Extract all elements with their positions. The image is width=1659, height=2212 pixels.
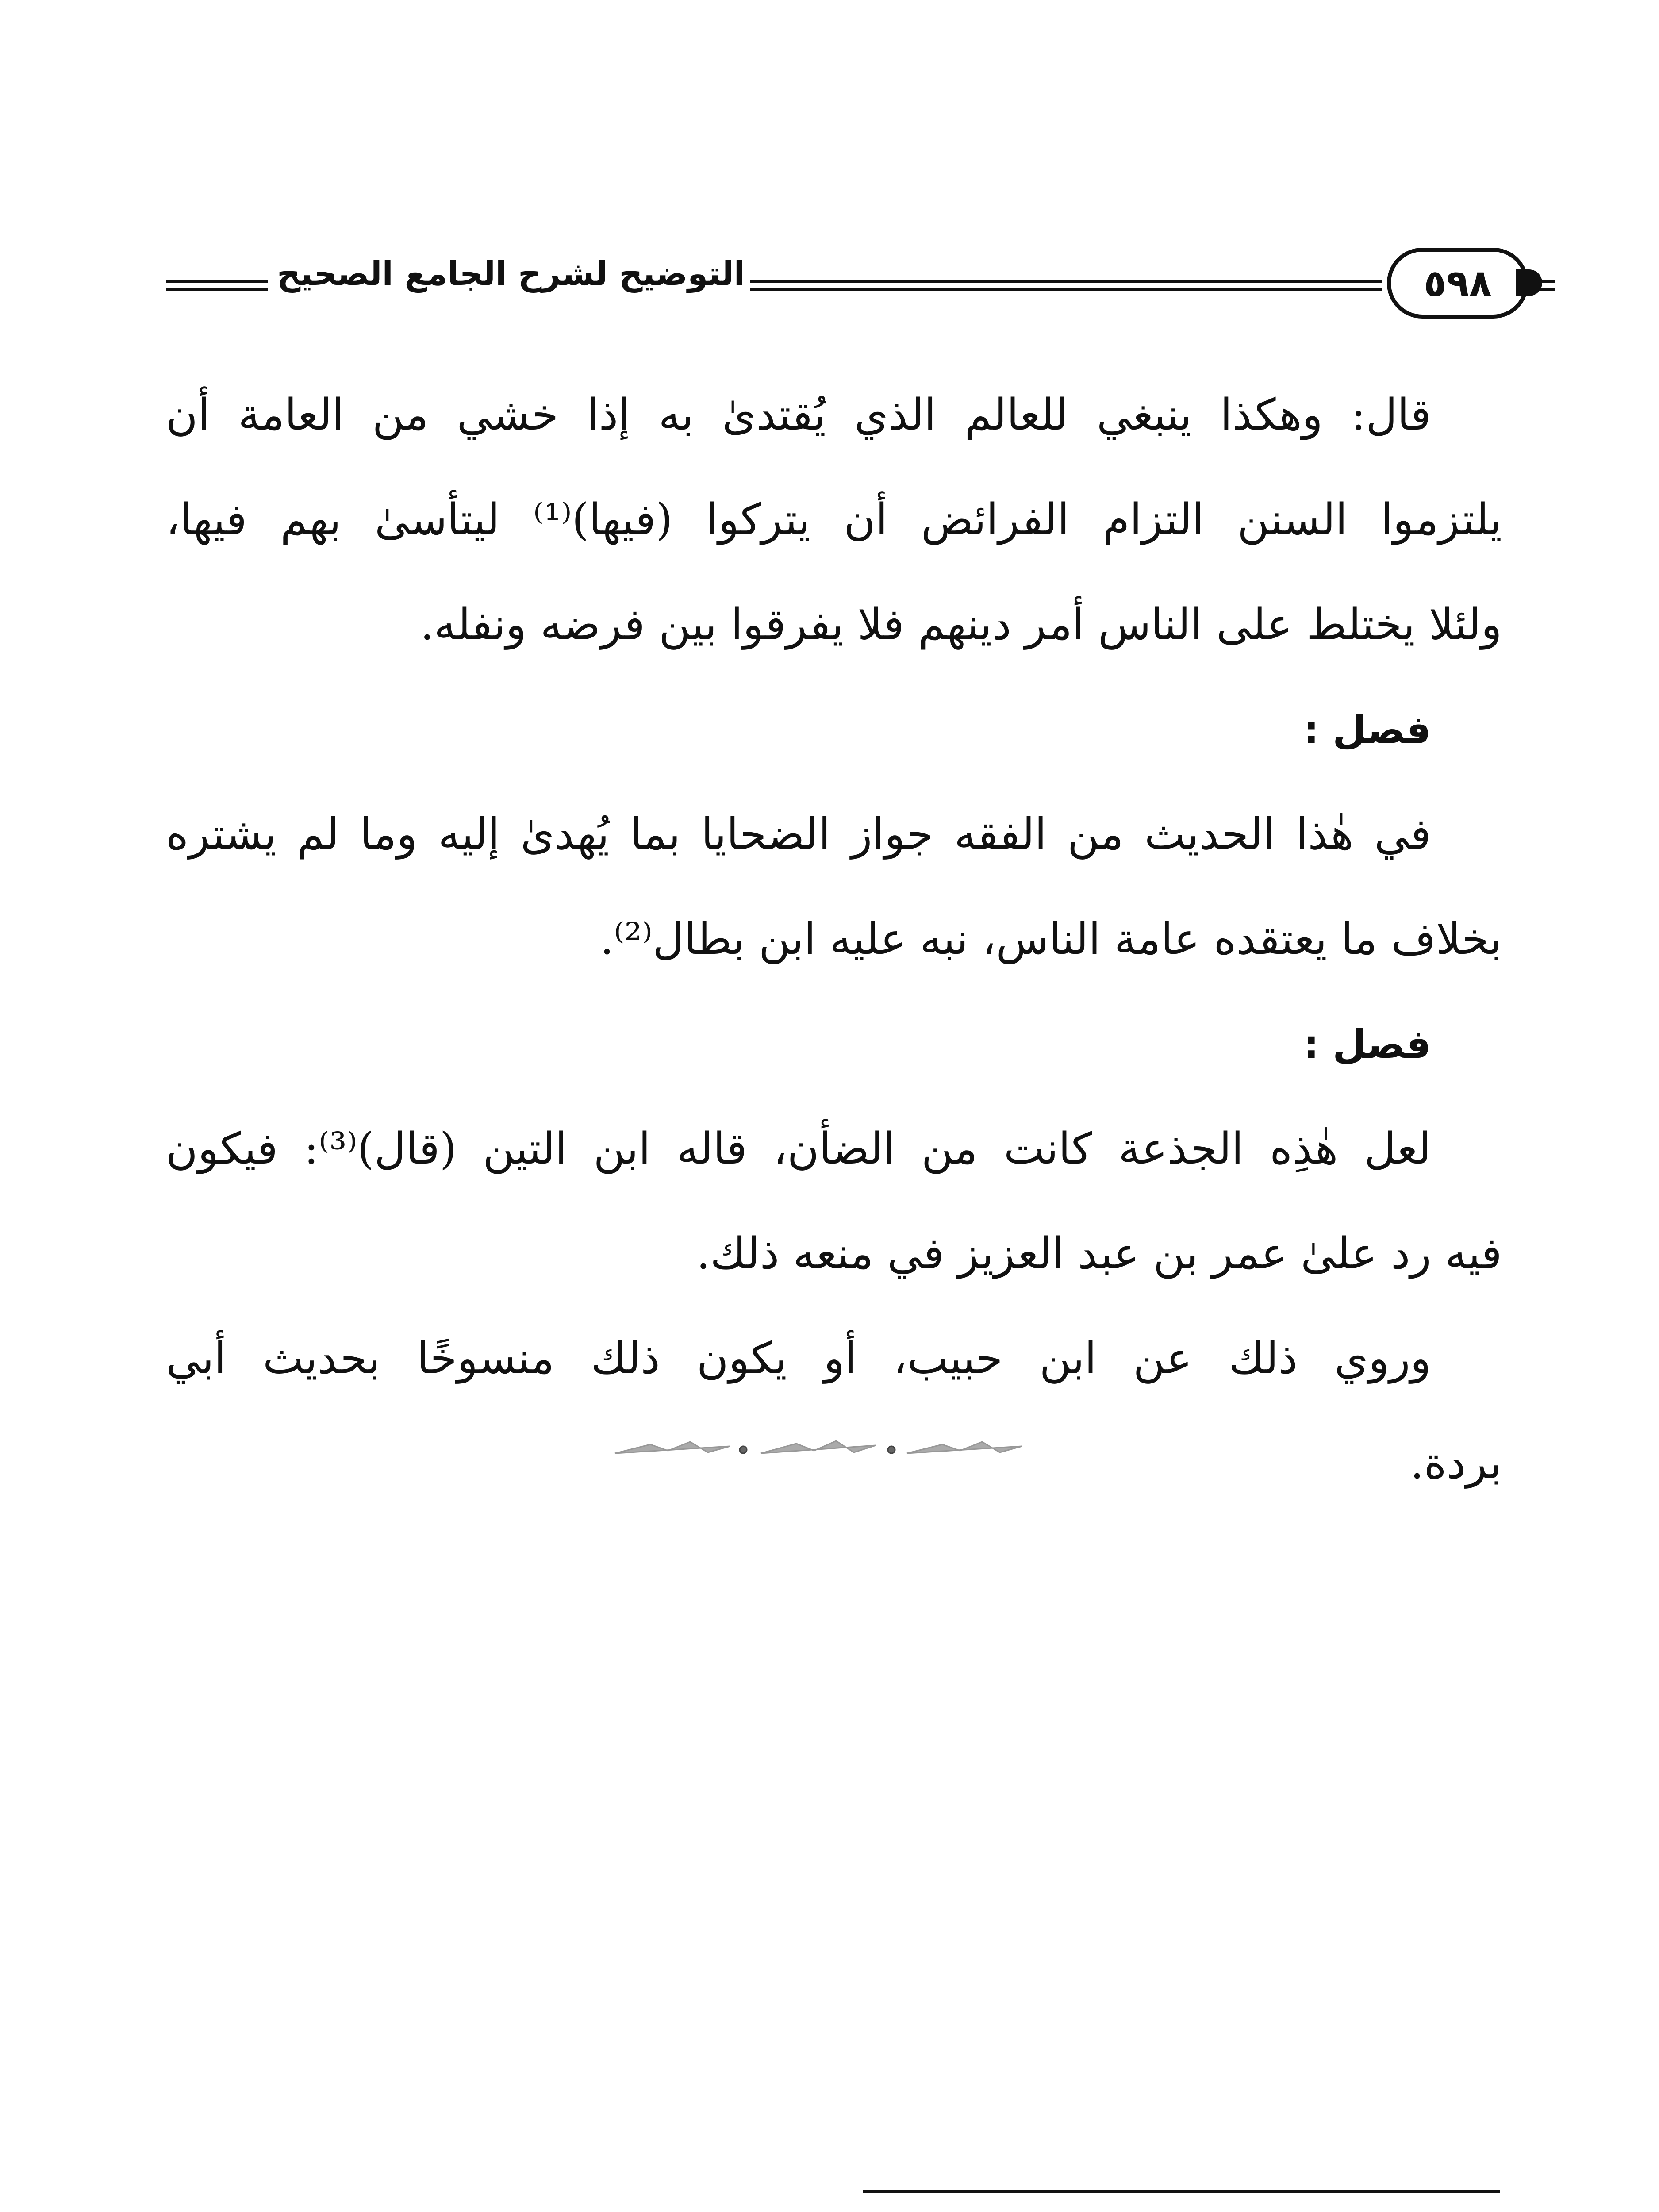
text-line: ولئلا يختلط على الناس أمر دينهم فلا يفرقوا بين فرضه ونفله. xyxy=(420,599,1502,650)
section-heading: فصل : xyxy=(1303,1022,1431,1067)
page-number: ٥٩٨ xyxy=(1424,261,1492,305)
section-end-ornament xyxy=(597,1436,1040,1462)
text-line: قال: وهكذا ينبغي للعالم الذي يُقتدىٰ به إذا خشي من العامة أن xyxy=(166,390,1431,440)
footnote-separator xyxy=(863,2190,1500,2193)
header-rule-middle xyxy=(750,280,1382,283)
page-number-badge xyxy=(1387,248,1528,319)
text-line: لعل هٰذِه الجذعة كانت من الضأن، قاله ابن التين (قال)⁽³⁾: فيكون xyxy=(166,1124,1431,1174)
header-rule-left xyxy=(166,280,268,283)
main-text xyxy=(166,363,1502,1516)
text-line: في هٰذا الحديث من الفقه جواز الضحايا بما يُهدىٰ إليه وما لم يشتره xyxy=(166,809,1431,860)
book-title: التوضيح لشرح الجامع الصحيح xyxy=(276,255,745,293)
section-heading: فصل : xyxy=(1303,707,1431,753)
text-line: يلتزموا السنن التزام الفرائض أن يتركوا (فيها)⁽¹⁾ ليتأسىٰ بهم فيها، xyxy=(166,495,1502,545)
text-line: بردة. xyxy=(1410,1438,1502,1489)
header-rule-right xyxy=(1528,280,1555,283)
text-line: وروي ذلك عن ابن حبيب، أو يكون ذلك منسوخًا بحديث أبي xyxy=(166,1333,1431,1384)
page-header xyxy=(166,248,1504,323)
text-line: بخلاف ما يعتقده عامة الناس، نبه عليه ابن بطال⁽²⁾. xyxy=(600,914,1502,964)
text-line: فيه رد علىٰ عمر بن عبد العزيز في منعه ذلك. xyxy=(696,1229,1502,1279)
